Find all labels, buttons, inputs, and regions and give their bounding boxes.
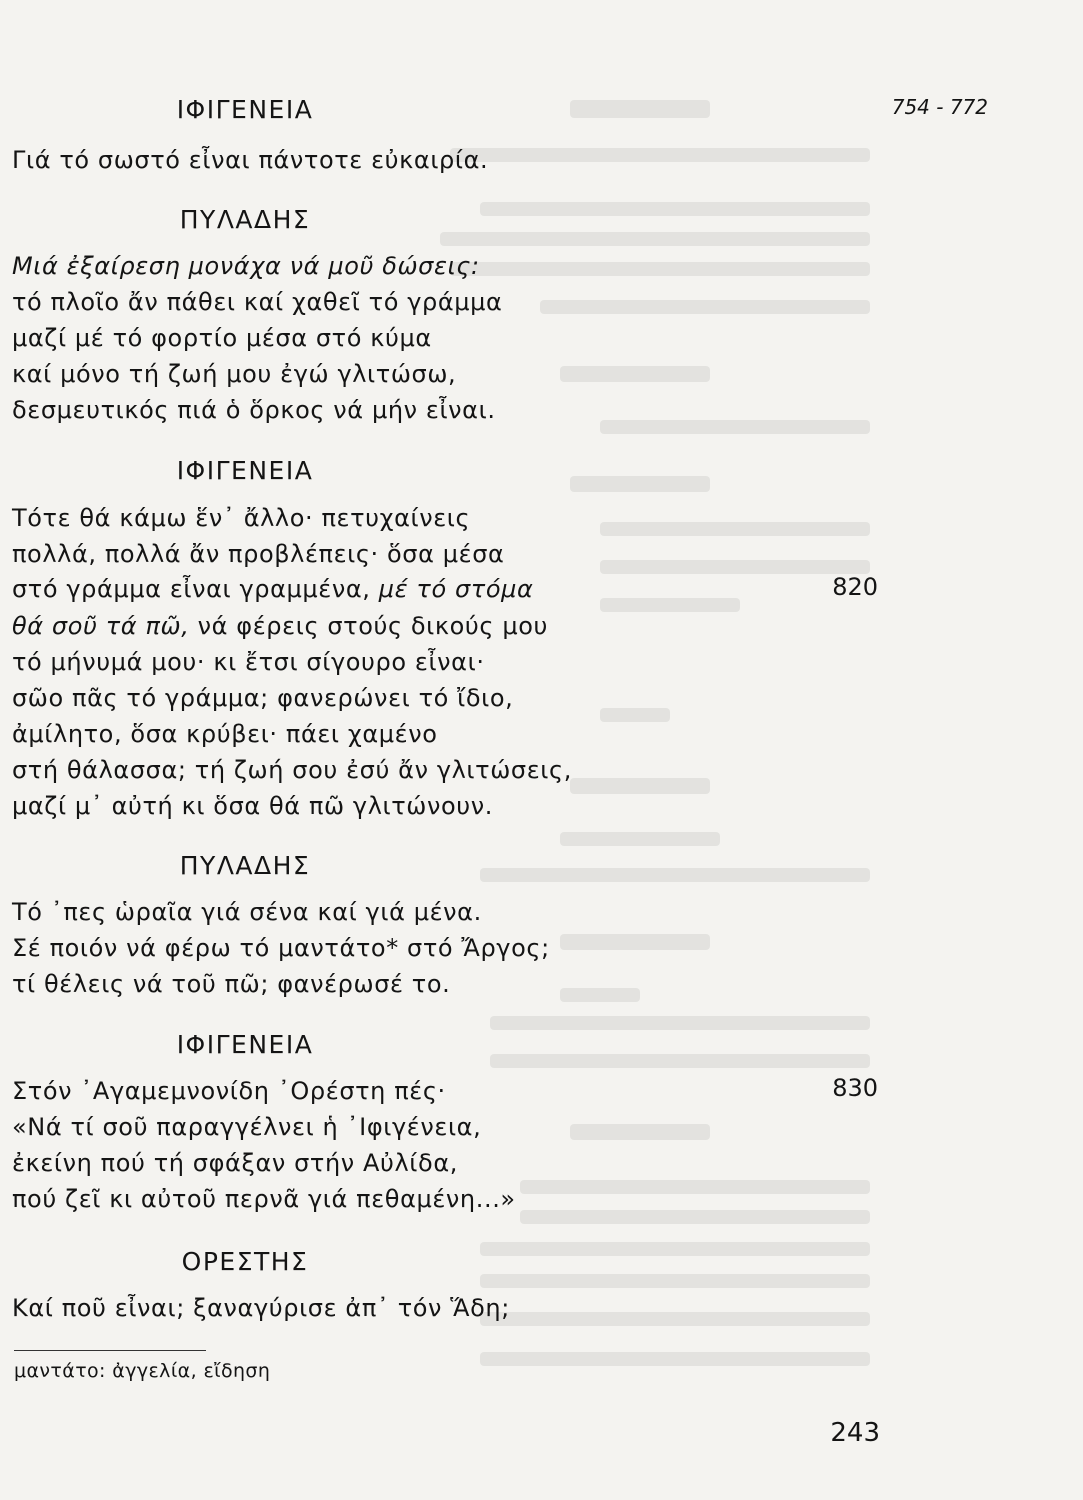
verse-line: δεσμευτικός πιά ὁ ὅρκος νά μήν εἶναι. [12,396,496,424]
verse-line: Καί ποῦ εἶναι; ξαναγύρισε ἀπ᾽ τόν Ἅδη; [12,1294,510,1322]
verse-segment-italic: μέ τό στόμα [378,575,534,603]
verse-line: ἐκείνη πού τή σφάξαν στήν Αὐλίδα, [12,1149,458,1177]
verse-line: Σέ ποιόν νά φέρω τό μαντάτο* στό Ἄργος; [12,934,550,962]
verse-line: Μιά ἐξαίρεση μονάχα νά μοῦ δώσεις: [12,252,480,280]
verse-line: πολλά, πολλά ἄν προβλέπεις· ὅσα μέσα [12,540,505,568]
verse-segment: νά φέρεις στούς δικούς μου [189,612,548,640]
verse-line: τό μήνυμά μου· κι ἔτσι σίγουρο εἶναι· [12,648,485,676]
verse-line: Τό ᾽πες ὡραῖα γιά σένα καί γιά μένα. [12,898,482,926]
verse-line: στή θάλασσα; τή ζωή σου ἐσύ ἄν γλιτώσεις, [12,756,572,784]
speaker-orestes: ΟΡΕΣΤΗΣ [181,1247,309,1276]
footnote: μαντάτο: ἀγγελία, εἴδηση [14,1360,271,1382]
verse-line: Τότε θά κάμω ἕν᾽ ἄλλο· πετυχαίνεις [12,504,471,532]
line-number: 830 [832,1074,878,1102]
verse-line: πού ζεῖ κι αὐτοῦ περνᾶ γιά πεθαμένη...» [12,1185,516,1213]
verse-line [12,612,548,640]
speaker-pylades: ΠΥΛΑΔΗΣ [179,205,311,234]
verse-line [12,575,533,603]
verse-line: μαζί μ᾽ αὐτή κι ὅσα θά πῶ γλιτώνουν. [12,792,494,820]
speaker-iphigenia: ΙΦΙΓΕΝΕΙΑ [176,456,314,485]
verse-segment-italic: θά σοῦ τά πῶ, [12,612,190,640]
speaker-pylades: ΠΥΛΑΔΗΣ [179,851,311,880]
verse-line: Γιά τό σωστό εἶναι πάντοτε εὐκαιρία. [12,146,489,174]
verse-line: «Νά τί σοῦ παραγγέλνει ἡ ᾽Ιφιγένεια, [12,1113,482,1141]
verse-line: σῶο πᾶς τό γράμμα; φανερώνει τό ἴδιο, [12,684,514,712]
verse-line: καί μόνο τή ζωή μου ἐγώ γλιτώσω, [12,360,457,388]
verse-line: τό πλοῖο ἄν πάθει καί χαθεῖ τό γράμμα [12,288,503,316]
speaker-iphigenia: ΙΦΙΓΕΝΕΙΑ [176,1030,314,1059]
line-range-header: 754 - 772 [891,95,988,119]
verse-line: τί θέλεις νά τοῦ πῶ; φανέρωσέ το. [12,970,451,998]
verse-line: ἀμίλητο, ὅσα κρύβει· πάει χαμένο [12,720,438,748]
page-number: 243 [830,1418,880,1448]
speaker-iphigenia: ΙΦΙΓΕΝΕΙΑ [176,95,314,124]
line-number: 820 [832,573,878,601]
verse-line: μαζί μέ τό φορτίο μέσα στό κύμα [12,324,432,352]
footnote-rule [14,1350,206,1351]
verse-line: Στόν ᾽Αγαμεμνονίδη ᾽Ορέστη πές· [12,1077,446,1105]
verse-segment: στό γράμμα εἶναι γραμμένα, [12,575,379,603]
